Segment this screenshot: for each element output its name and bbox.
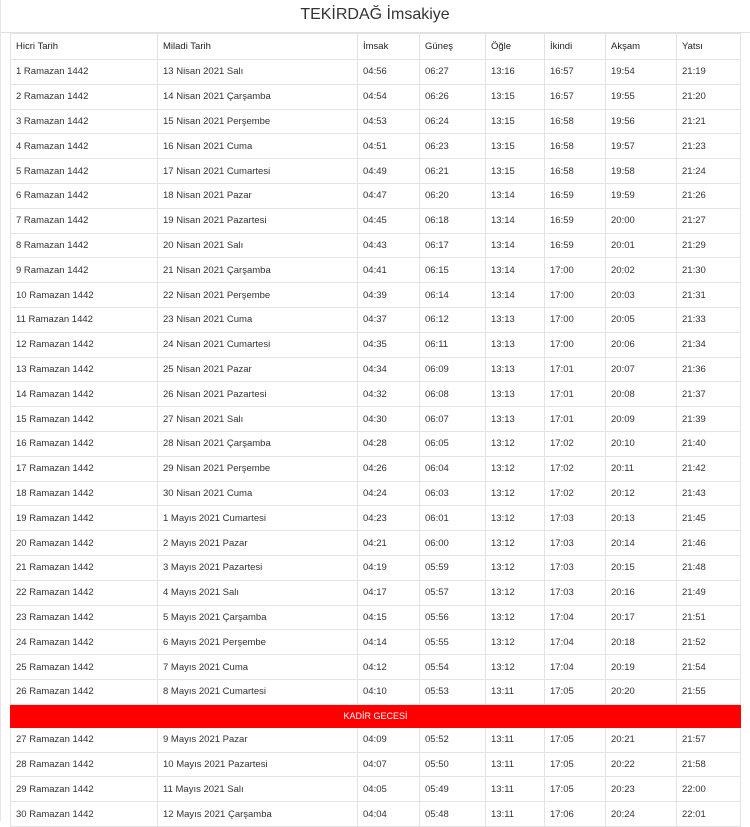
cell-yatsi: 22:00: [677, 777, 741, 802]
cell-yatsi: 21:19: [677, 60, 741, 85]
cell-yatsi: 21:33: [677, 307, 741, 332]
cell-ogle: 13:14: [486, 283, 545, 308]
column-header-ogle: Öğle: [486, 34, 545, 60]
cell-gunes: 05:56: [420, 605, 486, 630]
cell-ogle: 13:11: [486, 777, 545, 802]
cell-hicri-tarih: 27 Ramazan 1442: [11, 727, 158, 752]
cell-miladi-tarih: 18 Nisan 2021 Pazar: [158, 183, 358, 208]
cell-miladi-tarih: 14 Nisan 2021 Çarşamba: [158, 84, 358, 109]
cell-imsak: 04:15: [358, 605, 420, 630]
cell-yatsi: 21:57: [677, 727, 741, 752]
table-row: [11, 679, 741, 704]
cell-hicri-tarih: 22 Ramazan 1442: [11, 580, 158, 605]
cell-ikindi: 17:03: [545, 555, 606, 580]
cell-aksam: 20:23: [606, 777, 677, 802]
table-row: [11, 109, 741, 134]
cell-ikindi: 17:04: [545, 655, 606, 680]
cell-yatsi: 21:52: [677, 630, 741, 655]
table-row: [11, 332, 741, 357]
cell-gunes: 06:01: [420, 506, 486, 531]
cell-ikindi: 17:01: [545, 382, 606, 407]
cell-aksam: 20:08: [606, 382, 677, 407]
cell-gunes: 05:52: [420, 727, 486, 752]
cell-yatsi: 21:26: [677, 183, 741, 208]
cell-gunes: 06:17: [420, 233, 486, 258]
cell-hicri-tarih: 28 Ramazan 1442: [11, 752, 158, 777]
cell-miladi-tarih: 16 Nisan 2021 Cuma: [158, 134, 358, 159]
cell-aksam: 19:56: [606, 109, 677, 134]
cell-imsak: 04:30: [358, 407, 420, 432]
cell-imsak: 04:14: [358, 630, 420, 655]
cell-ikindi: 16:59: [545, 233, 606, 258]
column-header-hicri-tarih: Hicri Tarih: [11, 34, 158, 60]
cell-miladi-tarih: 23 Nisan 2021 Cuma: [158, 307, 358, 332]
cell-ikindi: 17:05: [545, 777, 606, 802]
cell-miladi-tarih: 25 Nisan 2021 Pazar: [158, 357, 358, 382]
imsakiye-table: [10, 33, 741, 827]
cell-hicri-tarih: 11 Ramazan 1442: [11, 307, 158, 332]
cell-ogle: 13:15: [486, 109, 545, 134]
cell-hicri-tarih: 5 Ramazan 1442: [11, 159, 158, 184]
cell-ikindi: 17:00: [545, 258, 606, 283]
cell-hicri-tarih: 18 Ramazan 1442: [11, 481, 158, 506]
cell-aksam: 20:12: [606, 481, 677, 506]
cell-aksam: 19:54: [606, 60, 677, 85]
cell-ogle: 13:12: [486, 531, 545, 556]
cell-gunes: 06:26: [420, 84, 486, 109]
cell-miladi-tarih: 24 Nisan 2021 Cumartesi: [158, 332, 358, 357]
cell-hicri-tarih: 25 Ramazan 1442: [11, 655, 158, 680]
cell-imsak: 04:56: [358, 60, 420, 85]
cell-yatsi: 21:31: [677, 283, 741, 308]
cell-ikindi: 17:02: [545, 481, 606, 506]
table-row: [11, 258, 741, 283]
cell-ogle: 13:14: [486, 258, 545, 283]
cell-aksam: 20:24: [606, 802, 677, 827]
cell-miladi-tarih: 6 Mayıs 2021 Perşembe: [158, 630, 358, 655]
cell-miladi-tarih: 2 Mayıs 2021 Pazar: [158, 531, 358, 556]
cell-yatsi: 21:49: [677, 580, 741, 605]
table-body: [11, 60, 741, 827]
cell-ogle: 13:15: [486, 84, 545, 109]
cell-ogle: 13:12: [486, 655, 545, 680]
cell-ogle: 13:13: [486, 332, 545, 357]
cell-gunes: 06:08: [420, 382, 486, 407]
table-row: [11, 727, 741, 752]
cell-ikindi: 17:02: [545, 456, 606, 481]
cell-hicri-tarih: 23 Ramazan 1442: [11, 605, 158, 630]
cell-imsak: 04:10: [358, 679, 420, 704]
cell-gunes: 06:18: [420, 208, 486, 233]
cell-imsak: 04:41: [358, 258, 420, 283]
table-row: [11, 382, 741, 407]
cell-ikindi: 17:03: [545, 580, 606, 605]
cell-ikindi: 17:04: [545, 605, 606, 630]
cell-yatsi: 21:36: [677, 357, 741, 382]
cell-gunes: 06:15: [420, 258, 486, 283]
cell-hicri-tarih: 9 Ramazan 1442: [11, 258, 158, 283]
cell-gunes: 05:50: [420, 752, 486, 777]
cell-ogle: 13:12: [486, 580, 545, 605]
cell-imsak: 04:47: [358, 183, 420, 208]
cell-yatsi: 21:40: [677, 431, 741, 456]
cell-imsak: 04:39: [358, 283, 420, 308]
cell-hicri-tarih: 3 Ramazan 1442: [11, 109, 158, 134]
cell-miladi-tarih: 9 Mayıs 2021 Pazar: [158, 727, 358, 752]
cell-yatsi: 21:39: [677, 407, 741, 432]
cell-imsak: 04:45: [358, 208, 420, 233]
cell-ikindi: 17:00: [545, 332, 606, 357]
cell-yatsi: 21:45: [677, 506, 741, 531]
cell-imsak: 04:34: [358, 357, 420, 382]
cell-hicri-tarih: 7 Ramazan 1442: [11, 208, 158, 233]
cell-gunes: 06:21: [420, 159, 486, 184]
cell-miladi-tarih: 20 Nisan 2021 Salı: [158, 233, 358, 258]
cell-hicri-tarih: 4 Ramazan 1442: [11, 134, 158, 159]
cell-ikindi: 17:03: [545, 531, 606, 556]
cell-ikindi: 17:00: [545, 283, 606, 308]
cell-imsak: 04:53: [358, 109, 420, 134]
cell-aksam: 20:18: [606, 630, 677, 655]
cell-gunes: 06:03: [420, 481, 486, 506]
cell-miladi-tarih: 8 Mayıs 2021 Cumartesi: [158, 679, 358, 704]
cell-gunes: 06:11: [420, 332, 486, 357]
table-row: [11, 655, 741, 680]
cell-gunes: 05:49: [420, 777, 486, 802]
cell-aksam: 20:01: [606, 233, 677, 258]
cell-gunes: 06:05: [420, 431, 486, 456]
cell-yatsi: 21:27: [677, 208, 741, 233]
column-header-yatsi: Yatsı: [677, 34, 741, 60]
table-row: [11, 208, 741, 233]
cell-imsak: 04:35: [358, 332, 420, 357]
cell-yatsi: 21:54: [677, 655, 741, 680]
table-row: [11, 134, 741, 159]
cell-hicri-tarih: 13 Ramazan 1442: [11, 357, 158, 382]
cell-ikindi: 16:58: [545, 159, 606, 184]
cell-ikindi: 17:01: [545, 357, 606, 382]
cell-ogle: 13:13: [486, 407, 545, 432]
cell-ogle: 13:15: [486, 134, 545, 159]
cell-miladi-tarih: 28 Nisan 2021 Çarşamba: [158, 431, 358, 456]
cell-aksam: 20:00: [606, 208, 677, 233]
cell-hicri-tarih: 19 Ramazan 1442: [11, 506, 158, 531]
cell-ogle: 13:12: [486, 431, 545, 456]
cell-hicri-tarih: 2 Ramazan 1442: [11, 84, 158, 109]
cell-yatsi: 21:21: [677, 109, 741, 134]
cell-hicri-tarih: 6 Ramazan 1442: [11, 183, 158, 208]
cell-yatsi: 21:23: [677, 134, 741, 159]
cell-ogle: 13:11: [486, 802, 545, 827]
cell-imsak: 04:05: [358, 777, 420, 802]
column-header-aksam: Akşam: [606, 34, 677, 60]
cell-yatsi: 21:34: [677, 332, 741, 357]
cell-gunes: 06:14: [420, 283, 486, 308]
cell-hicri-tarih: 14 Ramazan 1442: [11, 382, 158, 407]
table-row: [11, 555, 741, 580]
cell-hicri-tarih: 21 Ramazan 1442: [11, 555, 158, 580]
cell-gunes: 05:57: [420, 580, 486, 605]
table-row: [11, 159, 741, 184]
cell-gunes: 05:55: [420, 630, 486, 655]
cell-yatsi: 21:46: [677, 531, 741, 556]
column-header-gunes: Güneş: [420, 34, 486, 60]
cell-aksam: 19:55: [606, 84, 677, 109]
cell-gunes: 06:09: [420, 357, 486, 382]
cell-ogle: 13:12: [486, 605, 545, 630]
cell-aksam: 20:05: [606, 307, 677, 332]
cell-hicri-tarih: 12 Ramazan 1442: [11, 332, 158, 357]
cell-imsak: 04:19: [358, 555, 420, 580]
cell-gunes: 06:20: [420, 183, 486, 208]
cell-aksam: 20:11: [606, 456, 677, 481]
cell-yatsi: 21:29: [677, 233, 741, 258]
cell-miladi-tarih: 4 Mayıs 2021 Salı: [158, 580, 358, 605]
cell-yatsi: 21:37: [677, 382, 741, 407]
table-row: [11, 802, 741, 827]
table-row: [11, 481, 741, 506]
cell-imsak: 04:04: [358, 802, 420, 827]
cell-aksam: 19:58: [606, 159, 677, 184]
cell-imsak: 04:12: [358, 655, 420, 680]
cell-gunes: 06:27: [420, 60, 486, 85]
cell-aksam: 20:07: [606, 357, 677, 382]
cell-miladi-tarih: 7 Mayıs 2021 Cuma: [158, 655, 358, 680]
cell-hicri-tarih: 10 Ramazan 1442: [11, 283, 158, 308]
cell-yatsi: 21:30: [677, 258, 741, 283]
cell-gunes: 05:53: [420, 679, 486, 704]
cell-yatsi: 21:42: [677, 456, 741, 481]
cell-imsak: 04:26: [358, 456, 420, 481]
cell-gunes: 05:54: [420, 655, 486, 680]
cell-ikindi: 17:05: [545, 752, 606, 777]
cell-ogle: 13:13: [486, 307, 545, 332]
cell-ikindi: 16:58: [545, 134, 606, 159]
cell-miladi-tarih: 29 Nisan 2021 Perşembe: [158, 456, 358, 481]
cell-ogle: 13:12: [486, 456, 545, 481]
cell-gunes: 05:59: [420, 555, 486, 580]
cell-yatsi: 21:58: [677, 752, 741, 777]
cell-aksam: 20:19: [606, 655, 677, 680]
table-row: [11, 357, 741, 382]
cell-ogle: 13:11: [486, 679, 545, 704]
cell-ikindi: 16:57: [545, 84, 606, 109]
cell-ikindi: 16:59: [545, 183, 606, 208]
cell-ogle: 13:12: [486, 630, 545, 655]
cell-ikindi: 17:05: [545, 679, 606, 704]
cell-aksam: 20:22: [606, 752, 677, 777]
cell-yatsi: 21:51: [677, 605, 741, 630]
cell-aksam: 20:20: [606, 679, 677, 704]
cell-ikindi: 17:01: [545, 407, 606, 432]
cell-aksam: 20:03: [606, 283, 677, 308]
cell-yatsi: 21:20: [677, 84, 741, 109]
cell-yatsi: 21:48: [677, 555, 741, 580]
cell-yatsi: 21:55: [677, 679, 741, 704]
cell-aksam: 20:10: [606, 431, 677, 456]
cell-imsak: 04:49: [358, 159, 420, 184]
cell-ikindi: 17:03: [545, 506, 606, 531]
cell-miladi-tarih: 17 Nisan 2021 Cumartesi: [158, 159, 358, 184]
cell-ogle: 13:14: [486, 208, 545, 233]
cell-ogle: 13:13: [486, 382, 545, 407]
cell-ogle: 13:12: [486, 481, 545, 506]
cell-gunes: 06:04: [420, 456, 486, 481]
cell-imsak: 04:07: [358, 752, 420, 777]
table-row: [11, 431, 741, 456]
cell-aksam: 19:59: [606, 183, 677, 208]
kadir-gecesi-label: KADİR GECESİ: [11, 704, 741, 727]
table-row: [11, 605, 741, 630]
cell-imsak: 04:23: [358, 506, 420, 531]
cell-aksam: 19:57: [606, 134, 677, 159]
cell-miladi-tarih: 12 Mayıs 2021 Çarşamba: [158, 802, 358, 827]
cell-imsak: 04:43: [358, 233, 420, 258]
cell-ogle: 13:12: [486, 506, 545, 531]
table-row: [11, 283, 741, 308]
cell-gunes: 05:48: [420, 802, 486, 827]
cell-miladi-tarih: 30 Nisan 2021 Cuma: [158, 481, 358, 506]
cell-ikindi: 17:05: [545, 727, 606, 752]
cell-imsak: 04:24: [358, 481, 420, 506]
column-header-ikindi: İkindi: [545, 34, 606, 60]
table-header-row: [11, 34, 741, 60]
cell-aksam: 20:21: [606, 727, 677, 752]
left-border: [0, 0, 1, 821]
cell-miladi-tarih: 22 Nisan 2021 Perşembe: [158, 283, 358, 308]
cell-hicri-tarih: 26 Ramazan 1442: [11, 679, 158, 704]
cell-hicri-tarih: 20 Ramazan 1442: [11, 531, 158, 556]
cell-ogle: 13:14: [486, 183, 545, 208]
cell-aksam: 20:09: [606, 407, 677, 432]
cell-ogle: 13:14: [486, 233, 545, 258]
table-row: [11, 407, 741, 432]
cell-miladi-tarih: 13 Nisan 2021 Salı: [158, 60, 358, 85]
cell-hicri-tarih: 30 Ramazan 1442: [11, 802, 158, 827]
cell-hicri-tarih: 24 Ramazan 1442: [11, 630, 158, 655]
cell-yatsi: 21:24: [677, 159, 741, 184]
cell-hicri-tarih: 15 Ramazan 1442: [11, 407, 158, 432]
cell-imsak: 04:17: [358, 580, 420, 605]
kadir-gecesi-row: [11, 704, 741, 727]
table-row: [11, 456, 741, 481]
cell-ikindi: 17:06: [545, 802, 606, 827]
table-row: [11, 752, 741, 777]
cell-ogle: 13:12: [486, 555, 545, 580]
cell-miladi-tarih: 27 Nisan 2021 Salı: [158, 407, 358, 432]
cell-gunes: 06:00: [420, 531, 486, 556]
cell-hicri-tarih: 16 Ramazan 1442: [11, 431, 158, 456]
cell-gunes: 06:12: [420, 307, 486, 332]
cell-ikindi: 16:59: [545, 208, 606, 233]
cell-hicri-tarih: 29 Ramazan 1442: [11, 777, 158, 802]
table-row: [11, 506, 741, 531]
cell-hicri-tarih: 8 Ramazan 1442: [11, 233, 158, 258]
page-title: TEKİRDAĞ İmsakiye: [0, 0, 750, 33]
cell-ikindi: 16:57: [545, 60, 606, 85]
cell-ikindi: 16:58: [545, 109, 606, 134]
table-row: [11, 580, 741, 605]
cell-gunes: 06:24: [420, 109, 486, 134]
cell-yatsi: 22:01: [677, 802, 741, 827]
column-header-miladi-tarih: Miladi Tarih: [158, 34, 358, 60]
cell-imsak: 04:54: [358, 84, 420, 109]
cell-ogle: 13:13: [486, 357, 545, 382]
cell-miladi-tarih: 15 Nisan 2021 Perşembe: [158, 109, 358, 134]
table-row: [11, 84, 741, 109]
cell-ogle: 13:11: [486, 727, 545, 752]
cell-miladi-tarih: 19 Nisan 2021 Pazartesi: [158, 208, 358, 233]
cell-gunes: 06:07: [420, 407, 486, 432]
cell-gunes: 06:23: [420, 134, 486, 159]
cell-miladi-tarih: 21 Nisan 2021 Çarşamba: [158, 258, 358, 283]
cell-ikindi: 17:04: [545, 630, 606, 655]
table-row: [11, 630, 741, 655]
cell-miladi-tarih: 5 Mayıs 2021 Çarşamba: [158, 605, 358, 630]
cell-aksam: 20:14: [606, 531, 677, 556]
cell-miladi-tarih: 3 Mayıs 2021 Pazartesi: [158, 555, 358, 580]
cell-ogle: 13:11: [486, 752, 545, 777]
cell-miladi-tarih: 26 Nisan 2021 Pazartesi: [158, 382, 358, 407]
cell-hicri-tarih: 17 Ramazan 1442: [11, 456, 158, 481]
cell-miladi-tarih: 1 Mayıs 2021 Cumartesi: [158, 506, 358, 531]
cell-imsak: 04:28: [358, 431, 420, 456]
cell-imsak: 04:21: [358, 531, 420, 556]
cell-imsak: 04:37: [358, 307, 420, 332]
cell-miladi-tarih: 11 Mayıs 2021 Salı: [158, 777, 358, 802]
cell-aksam: 20:13: [606, 506, 677, 531]
cell-imsak: 04:51: [358, 134, 420, 159]
cell-imsak: 04:32: [358, 382, 420, 407]
table-row: [11, 183, 741, 208]
table-row: [11, 60, 741, 85]
cell-aksam: 20:06: [606, 332, 677, 357]
cell-aksam: 20:02: [606, 258, 677, 283]
cell-miladi-tarih: 10 Mayıs 2021 Pazartesi: [158, 752, 358, 777]
cell-ikindi: 17:02: [545, 431, 606, 456]
cell-ikindi: 17:00: [545, 307, 606, 332]
cell-aksam: 20:17: [606, 605, 677, 630]
table-row: [11, 307, 741, 332]
table-row: [11, 531, 741, 556]
cell-aksam: 20:16: [606, 580, 677, 605]
cell-aksam: 20:15: [606, 555, 677, 580]
column-header-imsak: İmsak: [358, 34, 420, 60]
cell-imsak: 04:09: [358, 727, 420, 752]
cell-yatsi: 21:43: [677, 481, 741, 506]
cell-ogle: 13:15: [486, 159, 545, 184]
cell-ogle: 13:16: [486, 60, 545, 85]
table-row: [11, 777, 741, 802]
cell-hicri-tarih: 1 Ramazan 1442: [11, 60, 158, 85]
table-row: [11, 233, 741, 258]
